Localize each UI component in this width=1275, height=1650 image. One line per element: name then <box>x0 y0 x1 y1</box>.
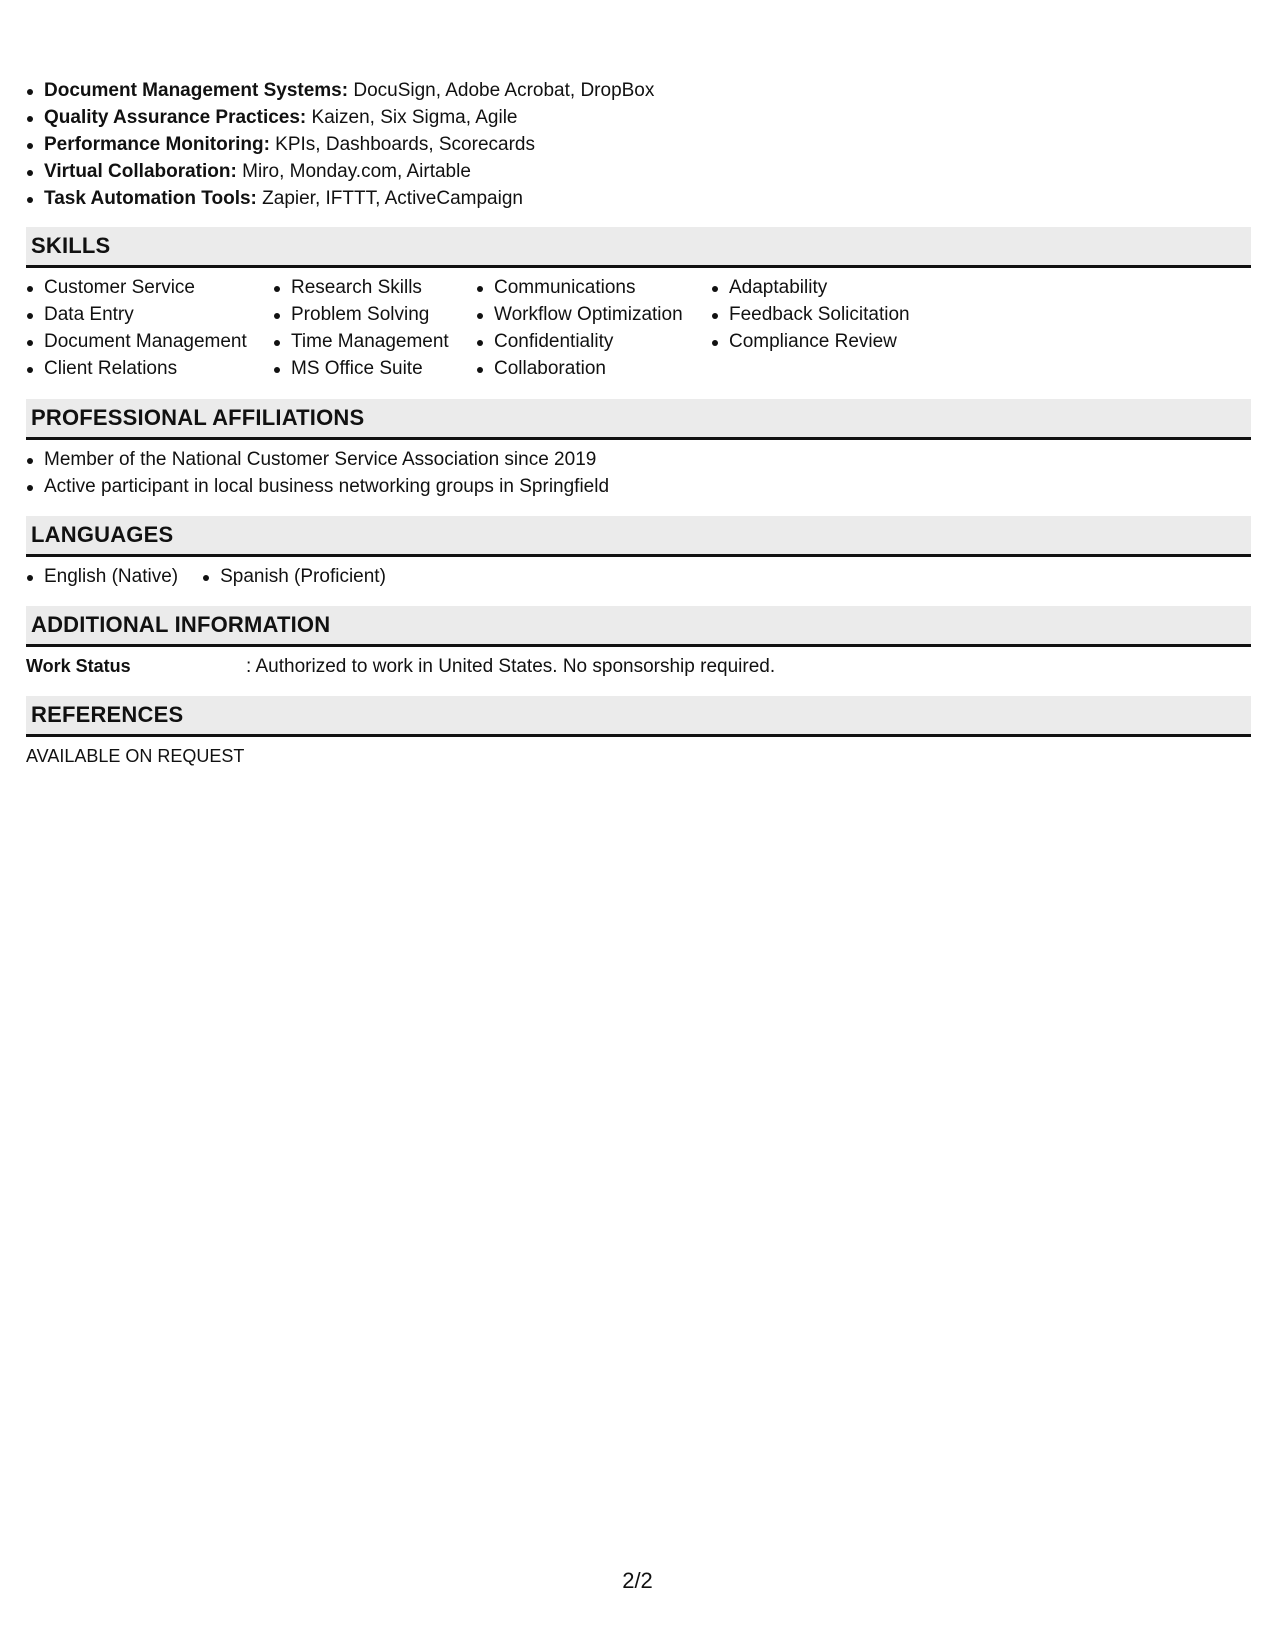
work-status-value: : Authorized to work in United States. No sponsorship required. <box>246 656 776 677</box>
resume-content <box>26 77 1251 770</box>
tools-item-value: Zapier, IFTTT, ActiveCampaign <box>256 188 523 209</box>
skill-item: Research Skills <box>273 274 476 301</box>
tools-item-label: Performance Monitoring: <box>44 134 270 155</box>
tools-item-value: Miro, Monday.com, Airtable <box>236 161 471 182</box>
skill-item: Compliance Review <box>711 328 931 355</box>
tools-item <box>26 185 1251 212</box>
tools-item-label: Task Automation Tools: <box>44 188 257 209</box>
skills-heading: SKILLS <box>26 227 1251 268</box>
skills-grid <box>26 274 1251 382</box>
additional-info-heading: ADDITIONAL INFORMATION <box>26 606 1251 647</box>
page-number: 2/2 <box>622 1568 653 1593</box>
languages-heading: LANGUAGES <box>26 516 1251 557</box>
skill-item: Feedback Solicitation <box>711 301 931 328</box>
skills-column <box>26 274 273 382</box>
language-item: Spanish (Proficient) <box>202 563 386 590</box>
tools-item-label: Virtual Collaboration: <box>44 161 237 182</box>
skill-item: Adaptability <box>711 274 931 301</box>
skill-item: Client Relations <box>26 355 273 382</box>
affiliations-heading: PROFESSIONAL AFFILIATIONS <box>26 399 1251 440</box>
languages-list <box>26 563 1251 590</box>
tools-item-label: Document Management Systems: <box>44 80 349 101</box>
references-heading: REFERENCES <box>26 696 1251 737</box>
tools-item-value: KPIs, Dashboards, Scorecards <box>269 134 535 155</box>
skills-column <box>711 274 931 382</box>
skill-item: Time Management <box>273 328 476 355</box>
references-text: AVAILABLE ON REQUEST <box>26 746 245 766</box>
skill-item: Customer Service <box>26 274 273 301</box>
skill-item: Data Entry <box>26 301 273 328</box>
skill-item: Communications <box>476 274 711 301</box>
tools-item-value: Kaizen, Six Sigma, Agile <box>306 107 518 128</box>
tools-item-value: DocuSign, Adobe Acrobat, DropBox <box>348 80 655 101</box>
work-status-label: Work Status <box>26 656 131 676</box>
skill-item: Document Management <box>26 328 273 355</box>
skill-item: MS Office Suite <box>273 355 476 382</box>
skills-column <box>476 274 711 382</box>
tools-item <box>26 131 1251 158</box>
skill-item: Workflow Optimization <box>476 301 711 328</box>
language-item: English (Native) <box>26 563 178 590</box>
tools-item <box>26 158 1251 185</box>
skill-item: Confidentiality <box>476 328 711 355</box>
work-status-row <box>26 653 1251 680</box>
affiliation-item: Member of the National Customer Service Association since 2019 <box>26 446 1251 473</box>
skill-item: Problem Solving <box>273 301 476 328</box>
skill-item: Collaboration <box>476 355 711 382</box>
tools-item <box>26 104 1251 131</box>
affiliations-list <box>26 446 1251 500</box>
tools-list <box>26 77 1251 212</box>
affiliation-item: Active participant in local business networking groups in Springfield <box>26 473 1251 500</box>
tools-item <box>26 77 1251 104</box>
skills-column <box>273 274 476 382</box>
tools-item-label: Quality Assurance Practices: <box>44 107 307 128</box>
